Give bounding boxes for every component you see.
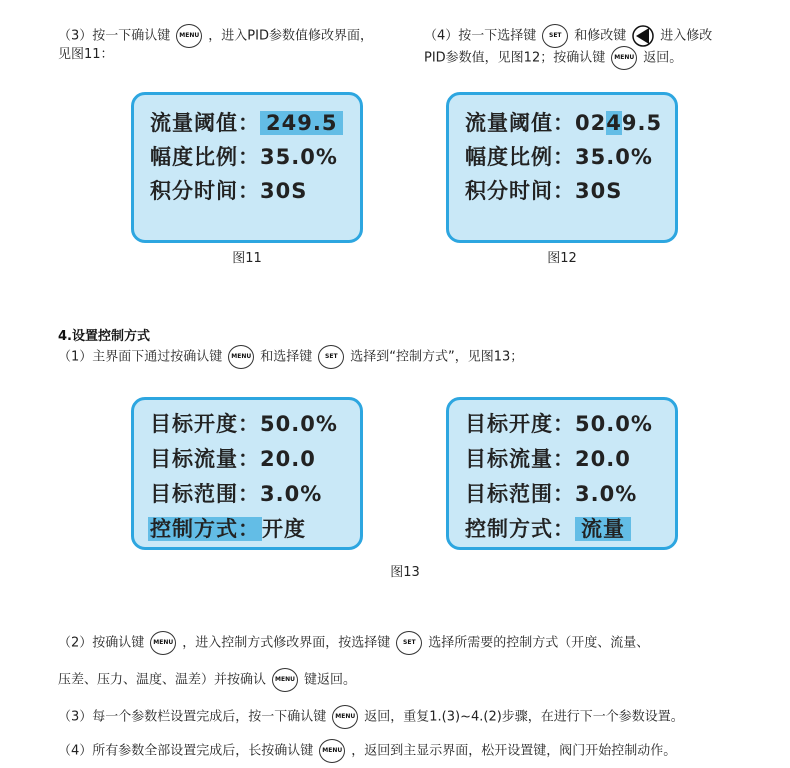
lcd-label: 目标流量： <box>150 447 260 471</box>
figure-caption: 图12 <box>547 251 577 266</box>
lcd-value: 20.0 <box>575 447 631 471</box>
step4-lead: （4）按一下选择键 <box>424 28 537 44</box>
lcd-screen-fig13-left <box>131 397 363 550</box>
lcd-value-highlighted: 249.5 <box>260 111 343 135</box>
lcd-value: 3.0% <box>575 482 638 506</box>
step4-line2-lead: PID参数值，见图12；按确认键 <box>424 50 606 66</box>
menu-key-icon: MENU <box>228 345 254 369</box>
menu-key-icon: MENU <box>150 631 176 655</box>
menu-key-icon: MENU <box>272 668 298 692</box>
set-key-icon: SET <box>396 631 422 655</box>
lcd-row <box>150 443 316 473</box>
lcd-row <box>465 408 653 438</box>
lcd-row <box>465 175 622 205</box>
s4-lead: （4）所有参数全部设置完成后，长按确认键 <box>58 743 314 759</box>
left-arrow-key-icon <box>632 25 654 47</box>
step4-mid: 和修改键 <box>574 28 627 44</box>
lcd-screen-fig11 <box>131 92 363 243</box>
lcd-screen-fig12 <box>446 92 678 243</box>
menu-key-icon: MENU <box>319 739 345 763</box>
lcd-value: 20.0 <box>260 447 316 471</box>
lcd-label: 流量阈值： <box>465 111 575 135</box>
step3-line2: 见图11： <box>58 47 114 62</box>
section-title: 4.设置控制方式 <box>58 329 150 344</box>
section4-step4 <box>58 739 676 763</box>
lcd-label-highlighted: 控制方式： <box>150 517 260 541</box>
s1-mid: 和选择键 <box>260 349 313 365</box>
step4-tail: 进入修改 <box>660 28 713 44</box>
step4-line2 <box>424 46 682 70</box>
lcd-row <box>465 513 631 543</box>
lcd-row <box>148 513 306 543</box>
set-key-icon: SET <box>318 345 344 369</box>
lcd-row <box>150 408 338 438</box>
section4-step2 <box>58 631 649 655</box>
s2-lead: （2）按确认键 <box>58 635 145 651</box>
lcd-label: 流量阈值： <box>150 111 260 135</box>
s3-tail: 返回，重复1.(3)~4.(2)步骤，在进行下一个参数设置。 <box>364 709 684 725</box>
lcd-value-highlighted: 流量 <box>575 517 631 541</box>
s3-lead: （3）每一个参数栏设置完成后，按一下确认键 <box>58 709 327 725</box>
lcd-value: 50.0% <box>260 412 338 436</box>
lcd-cursor-digit: 4 <box>606 111 622 135</box>
s2-line2-tail: 键返回。 <box>304 672 357 688</box>
lcd-value-part: 02 <box>575 111 607 135</box>
section4-step3 <box>58 705 684 729</box>
section4-step1 <box>58 345 523 369</box>
lcd-label: 目标范围： <box>150 482 260 506</box>
lcd-value-part: 9.5 <box>621 111 663 135</box>
lcd-value: 开度 <box>262 517 306 541</box>
figure-caption: 图13 <box>390 565 420 580</box>
step3-paragraph <box>58 24 373 48</box>
lcd-row <box>465 443 631 473</box>
lcd-value: 50.0% <box>575 412 653 436</box>
lcd-value: 35.0% <box>575 145 653 169</box>
lcd-value: 3.0% <box>260 482 323 506</box>
step3-lead: （3）按一下确认键 <box>58 28 171 44</box>
lcd-row <box>150 478 322 508</box>
s2-tail: 选择所需要的控制方式（开度、流量、 <box>428 635 650 651</box>
lcd-label: 幅度比例： <box>465 145 575 169</box>
menu-key-icon: MENU <box>611 46 637 70</box>
lcd-value: 30S <box>575 179 623 203</box>
step3-tail: ，进入PID参数值修改界面， <box>208 28 373 44</box>
figure-caption: 图11 <box>232 251 262 266</box>
s2-mid: ，进入控制方式修改界面，按选择键 <box>182 635 391 651</box>
lcd-label: 积分时间： <box>465 179 575 203</box>
s4-tail: ，返回到主显示界面，松开设置键，阀门开始控制动作。 <box>351 743 677 759</box>
menu-key-icon: MENU <box>176 24 202 48</box>
lcd-label: 目标开度： <box>465 412 575 436</box>
lcd-screen-fig13-right <box>446 397 678 550</box>
lcd-row <box>465 141 653 171</box>
step4-line2-tail: 返回。 <box>643 50 683 66</box>
section4-step2-line2 <box>58 668 356 692</box>
lcd-label: 目标流量： <box>465 447 575 471</box>
s1-tail: 选择到“控制方式”，见图13； <box>350 349 524 365</box>
lcd-value: 30S <box>260 179 308 203</box>
step4-paragraph <box>424 24 712 48</box>
lcd-row <box>150 141 338 171</box>
menu-key-icon: MENU <box>332 705 358 729</box>
lcd-row <box>465 107 662 137</box>
lcd-row <box>465 478 637 508</box>
lcd-label: 控制方式： <box>465 517 575 541</box>
set-key-icon: SET <box>542 24 568 48</box>
lcd-label: 幅度比例： <box>150 145 260 169</box>
lcd-label: 目标范围： <box>465 482 575 506</box>
lcd-value: 35.0% <box>260 145 338 169</box>
lcd-row <box>150 175 307 205</box>
lcd-label: 积分时间： <box>150 179 260 203</box>
s2-line2-lead: 压差、压力、温度、温差）并按确认 <box>58 672 267 688</box>
lcd-row <box>150 107 343 137</box>
s1-lead: （1）主界面下通过按确认键 <box>58 349 223 365</box>
lcd-label: 目标开度： <box>150 412 260 436</box>
